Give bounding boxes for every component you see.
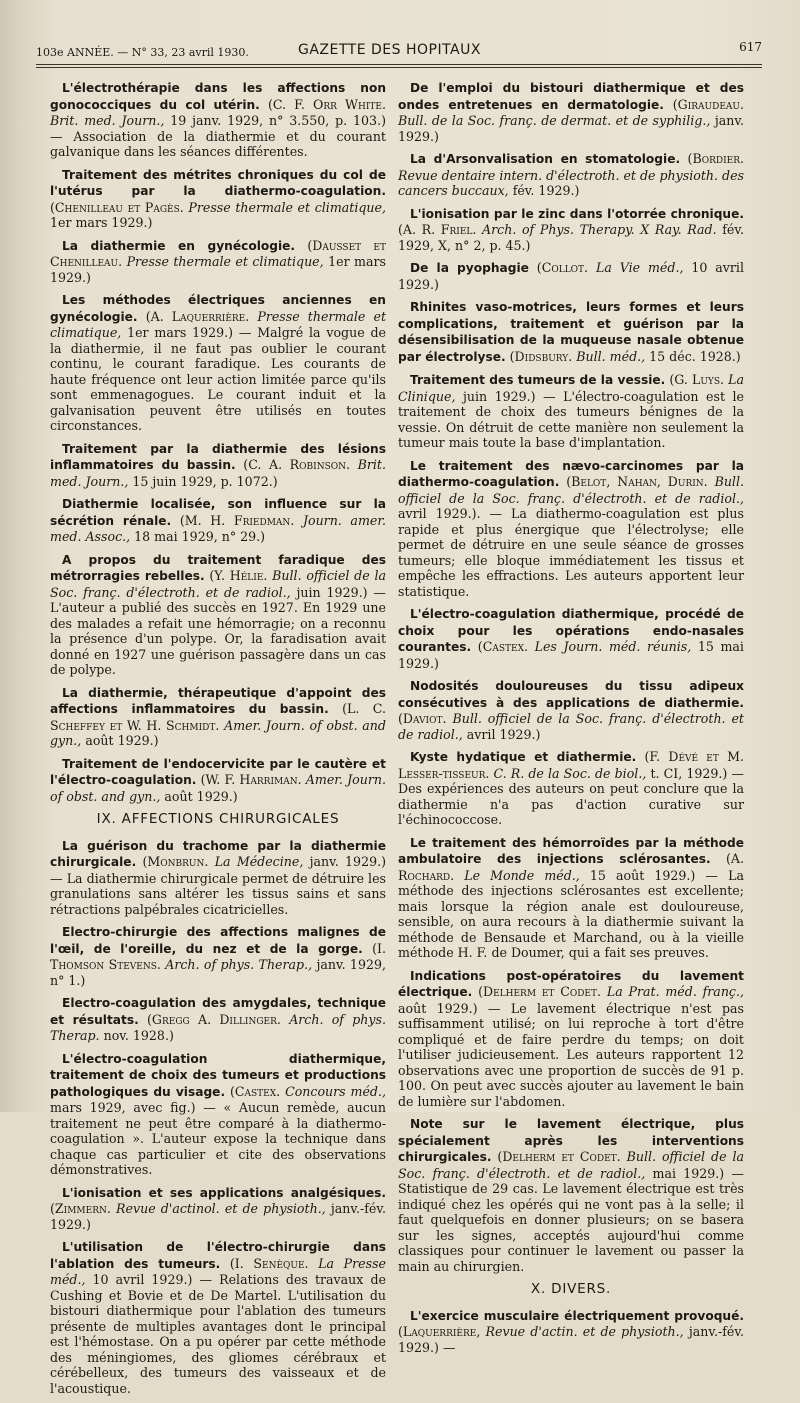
entry-text: juin 1929.) — L'électro-coagulation est le traitement de choix des tumeurs bénignes de la vessie. On détruit de cette manière non seulement la tumeur mais toute la base d'implantation.	[398, 388, 744, 450]
entry-title: De la pyophagie	[410, 261, 529, 275]
entry-journal: Arch. of phys. Therap.	[50, 1011, 386, 1043]
entry-author: (Bordier.	[687, 151, 744, 166]
entry-title: L'ionisation par le zinc dans l'otorrée chronique.	[410, 206, 744, 221]
entry-author: (Didsbury.	[509, 348, 573, 364]
bibliography-entry	[398, 749, 744, 828]
left-column	[50, 80, 386, 1403]
entry-journal: C. R. de la Soc. de biol.,	[493, 765, 647, 781]
entry-text: janv. 1929, n° 1.)	[50, 957, 386, 988]
entry-journal: Brit. med. Journ.,	[50, 113, 165, 128]
entry-journal: Bull. de la Soc. franç. de dermat. et de syphilig.,	[398, 113, 711, 128]
entry-author: (Delherm et Codet.	[497, 1149, 621, 1164]
section-heading-x: X. DIVERS.	[530, 1281, 612, 1297]
bibliography-entry	[50, 1185, 386, 1233]
entry-title: L'exercice musculaire électriquement provoqué.	[410, 1308, 744, 1323]
entry-journal: Le Monde méd.,	[464, 867, 580, 883]
journal-title: GAZETTE DES HOPITAUX	[298, 42, 481, 58]
entry-text: 19 janv. 1929, n° 3.550, p. 103.) — Association de la diathermie et du courant galvanique dans les séances différentes.	[50, 113, 386, 159]
entry-text: 10 avril 1929.) — Relations des travaux de Cushing et Bovie et de De Martel. L'utilisation du bistouri diathermique pour l'ablation des tumeurs présente de multiples avantages dont le principal est l'hémostase. On a pu opérer par cette méthode des méningiomes, des gliomes cérébraux et cérébelleux, des tumeurs des vaisseaux et de l'acoustique.	[50, 1272, 386, 1396]
entry-title: Electro-coagulation des amygdales, technique et résultats.	[50, 996, 386, 1027]
entry-text: fév. 1929.)	[512, 183, 580, 198]
entry-title: La d'Arsonvalisation en stomatologie.	[410, 152, 681, 166]
entry-title: Rhinites vaso-motrices, leurs formes et leurs complications, traitement et guérison par la désensibilisation de la muqueuse nasale obtenue par électrolyse.	[398, 300, 744, 364]
entry-author: (A. Rochard.	[398, 851, 744, 883]
entry-text: 18 mai 1929, n° 29.)	[134, 529, 266, 544]
entry-author: (Laquerrière,	[398, 1324, 481, 1339]
entry-text: mai 1929.) — Statistique de 29 cas. Le lavement électrique est très indiqué chez les opérés qui ne vont pas à la selle; il faut quelquefois en donner plusieurs; on se basera sur les signes, acceptés aujourd'hui comme classiques pour continuer le lavement ou passer la main au chirurgien.	[398, 1165, 744, 1274]
entry-text: 15 déc. 1928.)	[649, 348, 741, 364]
header-rule-thin	[36, 67, 762, 68]
bibliography-entry	[50, 167, 386, 231]
entry-journal: Amer. Journ. of obst. and gyn.,	[50, 772, 386, 804]
bibliography-entry	[398, 80, 744, 144]
bibliography-entry	[398, 835, 744, 961]
entry-journal: Revue d'actinol. et de physioth.,	[116, 1201, 326, 1216]
entry-journal: Bull. officiel de la Soc. franç. d'électroth. et de radiol.,	[50, 568, 386, 600]
entry-author: (F. Dévé et M. Lesser-tisseur.	[398, 749, 744, 781]
entry-journal: Amer. Journ. of obst. and gyn.,	[50, 717, 386, 748]
entry-author: (M. H. Friedman.	[179, 512, 295, 528]
entry-author: (Belot, Nahan, Durin.	[566, 474, 708, 489]
entry-journal: Les Journ. méd. réunis,	[534, 639, 692, 654]
entry-text: août 1929.)	[164, 788, 238, 804]
bibliography-entry	[50, 924, 386, 988]
entry-author: (A. R. Friel.	[398, 222, 477, 237]
entry-author: (Castex.	[229, 1083, 281, 1099]
section-heading-ix: IX. AFFECTIONS CHIRURGICALES	[96, 811, 340, 827]
entry-title: A propos du traitement faradique des métrorragies rebelles.	[50, 552, 386, 583]
bibliography-entry	[398, 606, 744, 671]
entry-text: t. CI, 1929.) — Des expériences des auteurs on peut conclure que la diathermie n'a pas d'action curative sur l'échinococcose.	[398, 765, 744, 827]
entry-title: Le traitement des nævo-carcinomes par la diathermo-coagulation.	[398, 458, 744, 489]
entry-journal: La Presse méd.,	[50, 1255, 386, 1287]
bibliography-entry	[50, 995, 386, 1044]
entry-journal: Revue dentaire intern. d'électroth. et de physioth. des cancers buccaux,	[398, 167, 745, 198]
entry-text: juin 1929.) — L'auteur a publié des succès en 1927. En 1929 une des malades a refait une hémorragie; on a reconnu la présence d'un polype. Or, la faradisation avait donné en 1927 une guérison passagère dans un cas de polype.	[50, 584, 386, 677]
entry-author: (C. F. Orr White.	[267, 96, 386, 112]
entry-journal: Journ. amer. med. Assoc.,	[50, 512, 386, 544]
entry-journal: Arch. of Phys. Therapy. X Ray. Rad.	[482, 222, 717, 237]
entry-author: (Y. Hélie.	[209, 568, 268, 583]
entry-text: août 1929.) — Le lavement électrique n'est pas suffisamment utilisé; on lui reproche à tort d'être compliqué et de faire perdre du temps; on doit l'utiliser judicieusement. Les auteurs rapportent 12 observations avec une proportion de succès de 91 p. 100. On peut avec succès ajouter au lavement le bain de lumière sur l'abdomen.	[398, 1000, 744, 1109]
header-rule	[36, 64, 762, 65]
entry-text: nov. 1928.)	[103, 1028, 174, 1043]
entry-author: (Monbrun.	[142, 854, 209, 869]
entry-journal: Revue d'actin. et de physioth.,	[485, 1324, 684, 1339]
entry-journal: Arch. of phys. Therap.,	[165, 957, 313, 972]
entry-title: Traitement de l'endocervicite par le cautère et l'électro-coagulation.	[50, 756, 386, 787]
issue-line: 103e ANNÉE. — N° 33, 23 avril 1930.	[36, 46, 249, 59]
entry-title: Nodosités douloureuses du tissu adipeux consécutives à des applications de diathermie.	[398, 679, 744, 710]
entry-author: (Chenilleau et Pagès.	[50, 199, 184, 215]
entry-journal: La Clinique,	[398, 372, 744, 404]
entry-journal: Bull. officiel de la Soc. franç. d'électroth. et de radiol.,	[398, 711, 744, 742]
entry-author: (Zimmern.	[50, 1201, 111, 1216]
entry-title: Kyste hydatique et diathermie.	[410, 750, 637, 764]
entry-journal: Presse thermale et climatique,	[126, 254, 324, 269]
page-header	[36, 40, 762, 64]
right-column	[398, 80, 744, 1362]
entry-journal: Bull. officiel de la Soc. franç. d'électroth. et de radiol.,	[398, 474, 744, 506]
entry-author: (Delherm et Codet.	[478, 984, 602, 999]
entry-text: 1er mars 1929.)	[50, 254, 386, 285]
bibliography-entry	[50, 685, 386, 749]
entry-title: Indications post-opératoires du lavement électrique.	[398, 968, 744, 999]
entry-text: août 1929.)	[85, 733, 159, 748]
entry-author: (L. C. Scheffey et W. H. Schmidt.	[50, 701, 386, 733]
bibliography-entry	[398, 1308, 744, 1356]
entry-title: Traitement des tumeurs de la vessie.	[410, 373, 666, 387]
entry-title: La diathermie, thérapeutique d'appoint des affections inflammatoires du bassin.	[50, 685, 386, 716]
entry-title: La diathermie en gynécologie.	[62, 238, 296, 253]
entry-title: Le traitement des hémorroïdes par la méthode ambulatoire des injections sclérosantes.	[398, 835, 744, 866]
entry-text: 10 avril 1929.)	[398, 260, 744, 292]
entry-title: L'ionisation et ses applications analgésiques.	[62, 1185, 386, 1200]
entry-author: (W. F. Harriman.	[200, 772, 302, 787]
entry-title: Les méthodes électriques anciennes en gynécologie.	[50, 293, 386, 324]
entry-author: (I. Senèque.	[229, 1255, 309, 1271]
entry-title: Note sur le lavement électrique, plus spécialement après les interventions chirurgicales.	[398, 1117, 744, 1164]
entry-text: janv.-fév. 1929.)	[50, 1201, 386, 1232]
bibliography-entry	[50, 1051, 386, 1178]
bibliography-entry	[398, 206, 744, 254]
entry-text: avril 1929.). — La diathermo-coagulation est plus rapide et plus énergique que l'électrolyse; elle permet de détruire en une seule séance de grosses tumeurs; elle bloque immédiatement les tissus et empêche les effractions. Les auteurs apportent leur statistique.	[398, 506, 744, 599]
bibliography-entry	[398, 260, 744, 292]
entry-title: L'utilisation de l'électro-chirurgie dans l'ablation des tumeurs.	[50, 1240, 386, 1271]
bibliography-entry	[398, 1116, 744, 1274]
bibliography-entry	[50, 238, 386, 286]
bibliography-entry	[398, 372, 744, 451]
entry-author: (A. Laquerrière.	[145, 308, 250, 324]
entry-author: (C. A. Robinson.	[243, 457, 351, 472]
entry-journal: La Vie méd.,	[595, 260, 684, 275]
entry-journal: La Prat. méd. franç.,	[606, 984, 744, 999]
entry-journal: Bull. méd.,	[576, 348, 646, 364]
entry-author: (G. Luys.	[669, 372, 725, 387]
bibliography-entry	[398, 458, 744, 600]
bibliography-entry	[398, 678, 744, 742]
entry-author: (Daviot.	[398, 711, 447, 726]
bibliography-entry	[398, 968, 744, 1110]
entry-author: (Dausset et Chenilleau.	[50, 237, 386, 269]
entry-journal: Presse thermale et climatique,	[50, 308, 386, 340]
bibliography-entry	[398, 151, 744, 199]
entry-title: Electro-chirurgie des affections malignes de l'œil, de l'oreille, du nez et de la gorge.	[50, 925, 386, 956]
entry-journal: Concours méd.,	[285, 1083, 386, 1099]
entry-title: Traitement des métrites chroniques du col de l'utérus par la diathermo-coagulation.	[50, 167, 386, 198]
bibliography-entry	[50, 496, 386, 545]
entry-text: avril 1929.)	[466, 726, 541, 742]
entry-author: (Gregg A. Dillinger.	[147, 1011, 281, 1027]
entry-title: L'électrothérapie dans les affections non gonococciques du col utérin.	[50, 81, 386, 112]
entry-author: (Castex.	[477, 639, 528, 654]
entry-author: (I. Thomson Stevens.	[50, 940, 386, 972]
entry-title: La guérison du trachome par la diathermie chirurgicale.	[50, 838, 386, 869]
bibliography-entry	[50, 552, 386, 678]
bibliography-entry	[50, 292, 386, 434]
entry-text: 1er mars 1929.)	[50, 215, 153, 230]
entry-text: mars 1929, avec fig.) — « Aucun remède, aucun traitement ne peut être comparé à la diathermo-coagulation ». L'auteur expose la technique dans chaque cas particulier et cite des observations démonstratives.	[50, 1100, 386, 1177]
entry-journal: Brit. med. Journ.,	[50, 457, 386, 489]
bibliography-entry	[398, 299, 744, 365]
entry-journal: La Médecine,	[214, 854, 304, 869]
entry-title: De l'emploi du bistouri diathermique et des ondes entretenues en dermatologie.	[398, 81, 744, 112]
bibliography-entry	[50, 756, 386, 805]
entry-text: janv.-fév. 1929.) —	[398, 1324, 744, 1355]
bibliography-entry	[50, 838, 386, 918]
entry-text: 15 juin 1929, p. 1072.)	[132, 473, 278, 489]
entry-author: (Collot.	[536, 260, 589, 275]
entry-text: 1er mars 1929.) — Malgré la vogue de la diathermie, il ne faut pas oublier le courant continu, le courant faradique. Les courants de haute fréquence ont leur action limitée parce qu'ils sont emmenagogues. Le courant induit et la galvanisation peuvent être utilisés en toutes circonstances.	[50, 325, 386, 433]
entry-title: Diathermie localisée, son influence sur la sécrétion rénale.	[50, 497, 386, 528]
page-number: 617	[739, 40, 762, 54]
bibliography-entry	[50, 1239, 386, 1396]
bibliography-entry	[50, 441, 386, 490]
entry-journal: Presse thermale et climatique,	[188, 199, 386, 215]
entry-author: (Giraudeau.	[672, 96, 744, 112]
entry-title: Traitement par la diathermie des lésions inflammatoires du bassin.	[50, 441, 386, 472]
bibliography-entry	[50, 80, 386, 160]
entry-text: 15 août 1929.) — La méthode des injections sclérosantes est excellente; mais lorsque la région anale est douloureuse, sensible, on aura recours à la diathermie suivant la méthode de Bensaude et Marchand, ou à la vieille méthode H. F. de Doumer, qui a fait ses preuves.	[398, 867, 744, 960]
entry-text: 15 mai 1929.)	[398, 639, 744, 671]
entry-text: fév. 1929, X, n° 2, p. 45.)	[398, 222, 744, 253]
entry-title: L'électro-coagulation diathermique, traitement de choix des tumeurs et productions pathologiques du visage.	[50, 1051, 386, 1099]
entry-journal: Bull. officiel de la Soc. franç. d'électroth. et de radiol.,	[398, 1149, 744, 1181]
entry-text: janv. 1929.) — La diathermie chirurgicale permet de détruire les granulations sans altérer les tissus sains et sans rétractions palpébrales cicatricielles.	[50, 854, 387, 917]
entry-text: janv. 1929.)	[398, 113, 744, 144]
entry-title: L'électro-coagulation diathermique, procédé de choix pour les opérations endo-nasales courantes.	[398, 607, 744, 654]
